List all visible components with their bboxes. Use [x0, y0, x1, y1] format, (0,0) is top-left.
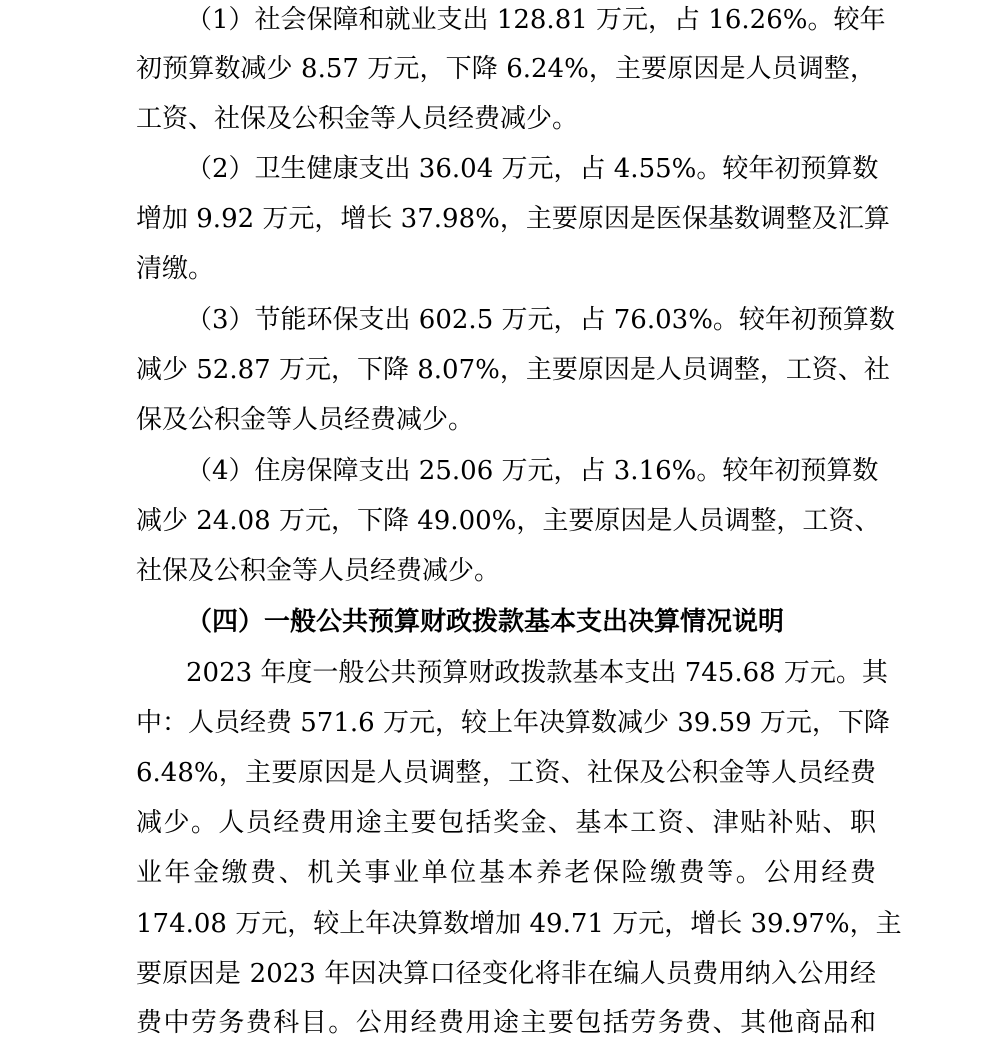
text-line-basic-expenditure-7: 要原因是 2023 年因决算口径变化将非在编人员费用纳入公用经 — [136, 959, 876, 989]
text-line-basic-expenditure-2: 中：人员经费 571.6 万元，较上年决算数减少 39.59 万元，下降 — [136, 708, 890, 738]
text-line-health-3: 清缴。 — [136, 254, 215, 284]
text-line-social-security-1: （1）社会保障和就业支出 128.81 万元，占 16.26%。较年 — [186, 5, 886, 35]
section-heading: （四）一般公共预算财政拨款基本支出决算情况说明 — [186, 607, 785, 637]
text-line-health-1: （2）卫生健康支出 36.04 万元，占 4.55%。较年初预算数 — [186, 154, 879, 184]
text-line-housing-2: 减少 24.08 万元，下降 49.00%，主要原因是人员调整，工资、 — [136, 506, 881, 536]
text-line-basic-expenditure-4: 减少。人员经费用途主要包括奖金、基本工资、津贴补贴、职 — [136, 808, 876, 838]
text-line-health-2: 增加 9.92 万元，增长 37.98%，主要原因是医保基数调整及汇算 — [136, 204, 890, 234]
text-line-environment-3: 保及公积金等人员经费减少。 — [136, 405, 475, 435]
text-line-basic-expenditure-5: 业年金缴费、机关事业单位基本养老保险缴费等。公用经费 — [136, 858, 876, 888]
text-line-social-security-3: 工资、社保及公积金等人员经费减少。 — [136, 104, 579, 134]
text-line-environment-2: 减少 52.87 万元，下降 8.07%，主要原因是人员调整，工资、社 — [136, 355, 890, 385]
text-line-basic-expenditure-8: 费中劳务费科目。公用经费用途主要包括劳务费、其他商品和 — [136, 1008, 876, 1038]
text-line-basic-expenditure-6: 174.08 万元，较上年决算数增加 49.71 万元，增长 39.97%，主 — [136, 909, 902, 939]
text-line-social-security-2: 初预算数减少 8.57 万元，下降 6.24%，主要原因是人员调整， — [136, 54, 876, 84]
text-line-environment-1: （3）节能环保支出 602.5 万元，占 76.03%。较年初预算数 — [186, 305, 895, 335]
text-line-basic-expenditure-1: 2023 年度一般公共预算财政拨款基本支出 745.68 万元。其 — [186, 658, 888, 688]
text-line-housing-1: （4）住房保障支出 25.06 万元，占 3.16%。较年初预算数 — [186, 456, 879, 486]
text-line-basic-expenditure-3: 6.48%，主要原因是人员调整，工资、社保及公积金等人员经费 — [136, 758, 876, 788]
text-line-housing-3: 社保及公积金等人员经费减少。 — [136, 556, 501, 586]
